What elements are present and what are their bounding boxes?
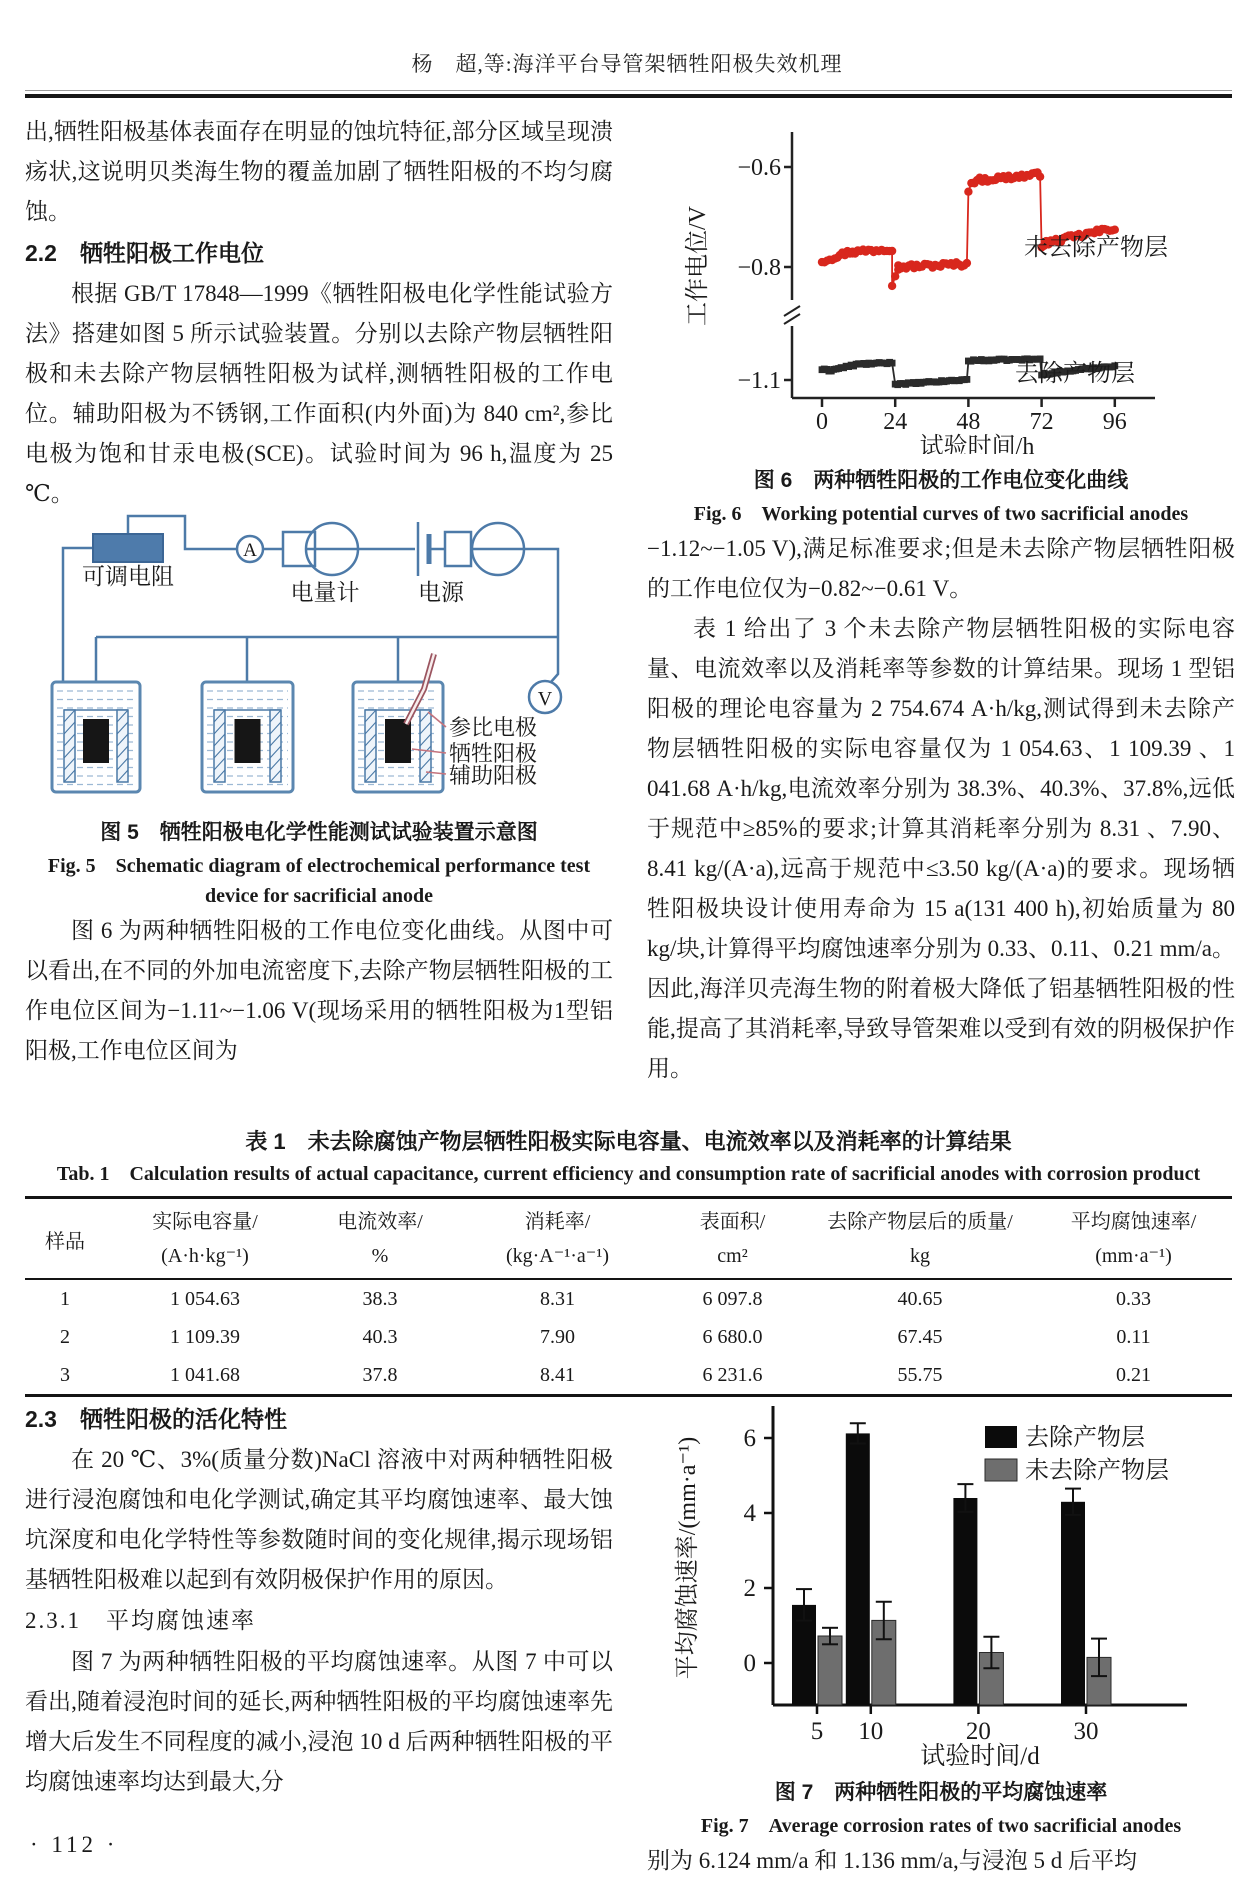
left-column-bottom	[25, 1398, 613, 1802]
running-head: 杨 超,等:海洋平台导管架牺牲阳极失效机理	[411, 52, 843, 76]
table-row: 3 1 041.68 37.8 8.41 6 231.6 55.75 0.21	[60, 1364, 1151, 1386]
svg-text:试验时间/d: 试验时间/d	[920, 1743, 1040, 1766]
figure5-schematic	[25, 514, 613, 806]
left-column	[25, 112, 613, 1071]
svg-text:−0.8: −0.8	[737, 255, 781, 281]
svg-text:电源: 电源	[418, 580, 464, 605]
figure5-caption-en: Fig. 5 Schematic diagram of electrochemical performance test device for sacrificial anode	[47, 855, 591, 907]
figure7-caption-en: Fig. 7 Average corrosion rates of two sacrificial anodes	[700, 1815, 1182, 1837]
sacrificial-anode-sample	[83, 719, 109, 763]
paragraph-corrosion-values: 别为 6.124 mm/a 和 1.136 mm/a,与浸泡 5 d 后平均	[647, 1848, 1138, 1873]
svg-text:未去除产物层: 未去除产物层	[1025, 1458, 1169, 1484]
page-number: · 112 ·	[30, 1832, 119, 1857]
table-row: 1 1 054.63 38.3 8.31 6 097.8 40.65 0.33	[60, 1288, 1151, 1310]
svg-text:72: 72	[1029, 409, 1054, 435]
svg-text:−0.6: −0.6	[737, 155, 781, 181]
power-source-icon	[418, 522, 429, 576]
svg-text:平均腐蚀速率/(mm·a⁻¹): 平均腐蚀速率/(mm·a⁻¹)	[675, 1436, 701, 1680]
figure6-line-chart	[647, 116, 1232, 454]
section-heading-2-3-1: 2.3.1 平均腐蚀速率	[25, 1608, 256, 1633]
svg-text:−1.1: −1.1	[737, 368, 781, 394]
svg-text:20: 20	[965, 1718, 991, 1745]
table-header-units: (A·h·kg⁻¹) % (kg·A⁻¹·a⁻¹) cm² kg (mm·a⁻¹)	[25, 1239, 1232, 1279]
sacrificial-anode-sample	[385, 719, 411, 763]
adjustable-resistor	[93, 534, 163, 562]
bar-去除产物层-20d	[953, 1498, 977, 1705]
right-column-bottom	[647, 1398, 1235, 1881]
paragraph-fig7-intro: 图 7 为两种牺牲阳极的平均腐蚀速率。从图 7 中可以看出,随着浸泡时间的延长,两种牺牲阳极的平均腐蚀速率先增大后发生不同程度的减小,浸泡 10 d 后两种牺牲阳极的平均腐蚀速率均达到最大,分	[25, 1649, 613, 1794]
paragraph-potential-range: −1.12~−1.05 V),满足标准要求;但是未去除产物层牺牲阳极的工作电位仅为−0.82~−0.61 V。	[647, 536, 1235, 601]
svg-text:去除产物层: 去除产物层	[1015, 361, 1135, 387]
sacrificial-anode-sample	[235, 719, 261, 763]
aux-meter-icon	[445, 523, 524, 575]
svg-text:电量计: 电量计	[290, 580, 360, 605]
paragraph-fig6-intro: 图 6 为两种牺牲阳极的工作电位变化曲线。从图中可以看出,在不同的外加电流密度下,去除产物层牺牲阳极的工作电位区间为−1.11~−1.06 V(现场采用的牺牲阳极为1型铝阳极,工作电位区间为	[25, 918, 613, 1063]
svg-text:可调电阻: 可调电阻	[82, 564, 174, 589]
svg-text:V: V	[537, 688, 553, 710]
paragraph-nacl-test: 在 20 ℃、3%(质量分数)NaCl 溶液中对两种牺牲阳极进行浸泡腐蚀和电化学测试,确定其平均腐蚀速率、最大蚀坑深度和电化学特性等参数随时间的变化规律,揭示现场铝基牺牲阳极难以起到有效阴极保护作用的原因。	[25, 1447, 613, 1592]
svg-text:24: 24	[883, 409, 908, 435]
coulometer-icon	[283, 523, 358, 575]
table1-title-en: Tab. 1 Calculation results of actual capacitance, current efficiency and consumption rate of sacrificial anodes with corrosion product	[56, 1163, 1201, 1185]
svg-text:96: 96	[1102, 409, 1127, 435]
figure5-caption-zh: 图 5 牺牲阳极电化学性能测试试验装置示意图	[100, 821, 538, 844]
svg-text:工作电位/V: 工作电位/V	[685, 206, 711, 326]
table1-block	[25, 1126, 1232, 1397]
paragraph-table-discussion: 表 1 给出了 3 个未去除产物层牺牲阳极的实际电容量、电流效率以及消耗率等参数的计算结果。现场 1 型铝阳极的理论电容量为 2 754.674 A·h/kg,测试得到未去除产物层牺牲阳极的实际电容量仅为 1 054.63、1 109.39 、1 041.68 A·h/kg,电流效率分别为 38.3%、40.3%、37.8%,远低于规范中≥85%的要求;计算其消耗率分别为 8.31 、7.90、8.41 kg/(A·a),远高于规范中≤3.50 kg/(A·a)的要求。现场牺牲阳极块设计使用寿命为 15 a(131 400 h),初始质量为 80 kg/块,计算得平均腐蚀速率分别为 0.33、0.11、0.21 mm/a。因此,海洋贝壳海生物的附着极大降低了铝基牺牲阳极的性能,提高了其消耗率,导致导管架难以受到有效的阴极保护作用。	[647, 616, 1235, 1081]
section-heading-2-2: 2.2 牺牲阳极工作电位	[25, 240, 264, 266]
bar-去除产物层-30d	[1061, 1502, 1085, 1705]
figure7-caption-zh: 图 7 两种牺牲阳极的平均腐蚀速率	[774, 1781, 1108, 1804]
svg-text:去除产物层: 去除产物层	[1025, 1425, 1145, 1451]
series-未去除产物层	[818, 168, 1119, 290]
legend-swatch-未去除产物层	[985, 1459, 1017, 1481]
svg-text:48: 48	[956, 409, 981, 435]
svg-text:辅助阳极: 辅助阳极	[449, 763, 538, 788]
beaker-2	[202, 682, 293, 792]
table-row: 2 1 109.39 40.3 7.90 6 680.0 67.45 0.11	[60, 1326, 1151, 1348]
header-rule	[25, 90, 1232, 98]
beaker-3	[353, 682, 443, 792]
svg-text:30: 30	[1073, 1718, 1099, 1745]
bar-去除产物层-10d	[846, 1433, 870, 1705]
bar-未去除产物层-5d	[818, 1636, 842, 1705]
svg-text:未去除产物层: 未去除产物层	[1024, 235, 1168, 261]
figure6-caption-en: Fig. 6 Working potential curves of two sacrificial anodes	[693, 503, 1189, 525]
svg-text:0: 0	[743, 1650, 756, 1677]
svg-text:6: 6	[743, 1425, 756, 1452]
svg-text:10: 10	[858, 1718, 884, 1745]
svg-text:试验时间/h: 试验时间/h	[919, 434, 1035, 454]
svg-text:0: 0	[816, 409, 828, 435]
beaker-1	[52, 682, 140, 792]
table-header-names: 样品 实际电容量/ 电流效率/ 消耗率/ 表面积/ 去除产物层后的质量/ 平均腐蚀速率/	[25, 1198, 1232, 1240]
paragraph-test-device: 根据 GB/T 17848—1999《牺牲阳极电化学性能试验方法》搭建如图 5 所示试验装置。分别以去除产物层牺牲阳极和未去除产物层牺牲阳极为试样,测牺牲阳极的工作电位。辅助阳极为不锈钢,工作面积(内外面)为 840 cm²,参比电极为饱和甘汞电极(SCE)。试验时间为 96 h,温度为 25 ℃。	[25, 281, 613, 506]
svg-text:参比电极: 参比电极	[449, 715, 538, 740]
table1-title-zh: 表 1 未去除腐蚀产物层牺牲阳极实际电容量、电流效率以及消耗率的计算结果	[245, 1129, 1012, 1154]
legend-swatch-去除产物层	[985, 1426, 1017, 1448]
section-heading-2-3: 2.3 牺牲阳极的活化特性	[25, 1406, 287, 1432]
svg-text:牺牲阳极: 牺牲阳极	[449, 741, 538, 766]
right-column	[647, 116, 1235, 1089]
paragraph-pit-features: 出,牺牲阳极基体表面存在明显的蚀坑特征,部分区域呈现溃疡状,这说明贝类海生物的覆盖加剧了牺牲阳极的不均匀腐蚀。	[25, 119, 613, 224]
svg-text:5: 5	[810, 1718, 824, 1745]
figure7-bar-chart	[647, 1398, 1232, 1766]
svg-text:4: 4	[743, 1500, 756, 1527]
svg-text:2: 2	[743, 1575, 756, 1602]
figure6-caption-zh: 图 6 两种牺牲阳极的工作电位变化曲线	[753, 469, 1129, 492]
svg-text:A: A	[243, 540, 257, 561]
table1	[25, 1196, 1232, 1397]
